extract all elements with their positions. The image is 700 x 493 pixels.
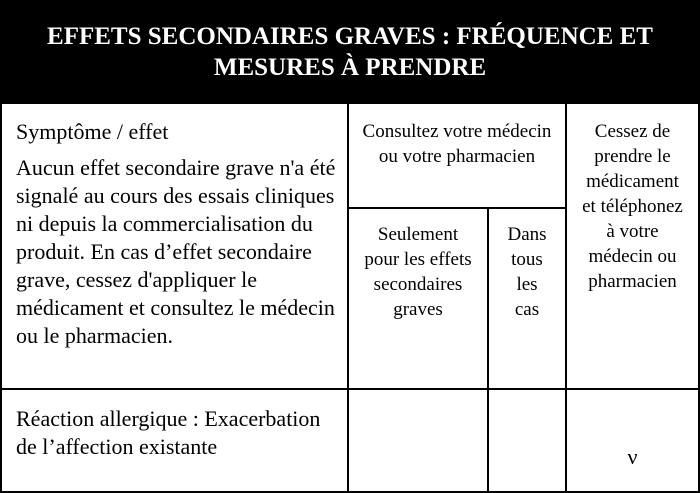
all-cases-header-cell xyxy=(489,222,565,322)
row-stop-cell xyxy=(567,443,698,471)
all-cases-header-label: Dans tous les cas xyxy=(507,224,547,320)
grid-line xyxy=(347,207,567,209)
row-stop-checkmark: ν xyxy=(627,444,638,469)
consult-header-cell xyxy=(349,119,565,169)
stop-header-cell xyxy=(567,119,698,294)
row-symptom: Réaction allergique : Exacerbation de l’affection existante xyxy=(16,406,321,459)
symptom-header-cell xyxy=(16,118,342,350)
stop-header-label: Cessez de prendre le médicament et téléphonez à votre médecin ou pharmacien xyxy=(582,121,683,292)
symptom-header-note: Aucun effet secondaire grave n'a été signalé au cours des essais cliniques ni depuis la commercialisation du produit. En cas d’effet secondaire grave, cessez d'appliquer le médicament et consultez le médecin ou le pharmacien. xyxy=(16,155,336,348)
table-row xyxy=(16,405,342,461)
grid-line xyxy=(2,388,698,390)
consult-header-label: Consultez votre médecin ou votre pharmacien xyxy=(362,121,552,167)
only-severe-header-label: Seulement pour les effets secondaires graves xyxy=(364,224,472,320)
table-title: EFFETS SECONDAIRES GRAVES : FRÉQUENCE ET MESURES À PRENDRE xyxy=(2,2,698,102)
symptom-header-label: Symptôme / effet xyxy=(16,119,169,144)
only-severe-header-cell xyxy=(349,222,487,322)
grid-line xyxy=(2,102,698,104)
